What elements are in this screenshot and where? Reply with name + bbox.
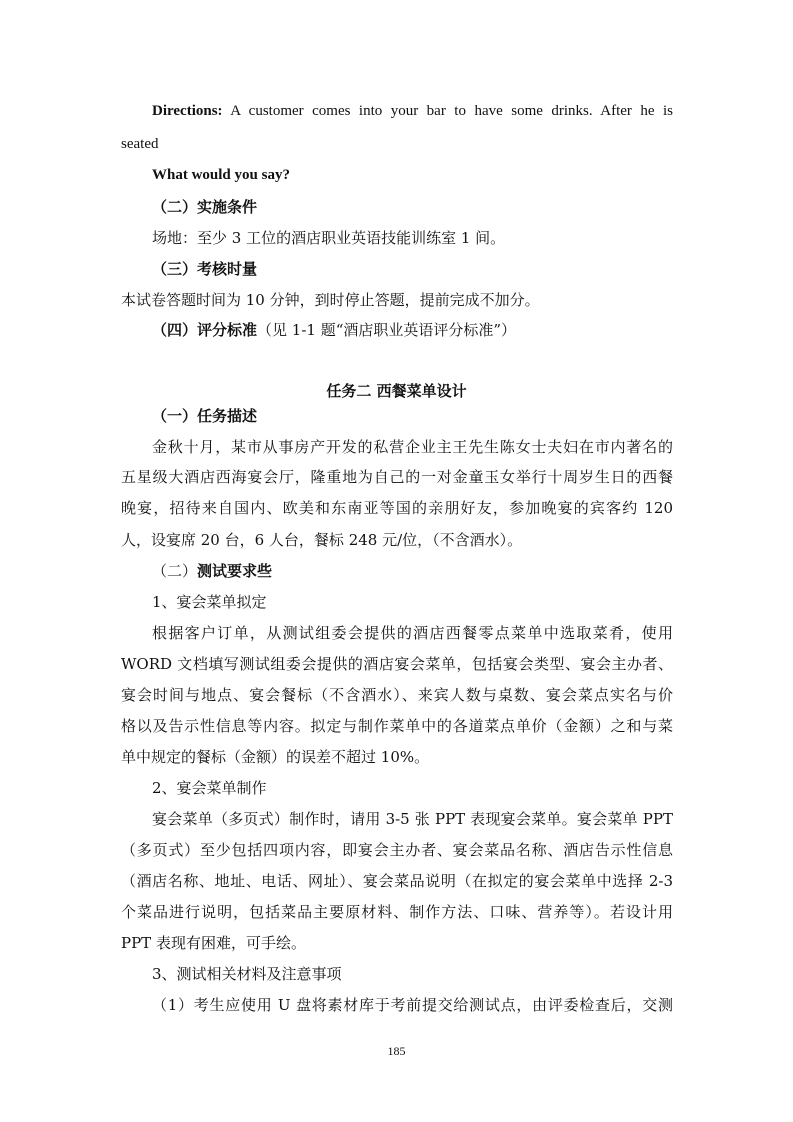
item2-line: 宴会菜单（多页式）制作时，请用 3-5 张 PPT 表现宴会菜单。宴会菜单 PPT xyxy=(152,810,673,828)
item1-line: 宴会时间与地点、宴会餐标（不含酒水）、来宾人数与桌数、宴会菜点实名与价 xyxy=(121,686,673,704)
task-desc-heading: （一）任务描述 xyxy=(152,407,258,425)
time-text: 本试卷答题时间为 10 分钟，到时停止答题，提前完成不加分。 xyxy=(121,291,540,309)
scoring-note: （见 1-1 题“酒店职业英语评分标准”） xyxy=(257,321,517,339)
section-heading-conditions: （二）实施条件 xyxy=(152,198,258,216)
scoring-heading: （四）评分标准 xyxy=(152,321,258,339)
item1-line: 根据客户订单，从测试组委会提供的酒店西餐零点菜单中选取菜肴，使用 xyxy=(152,624,673,642)
section-heading-time: （三）考核时量 xyxy=(152,260,258,278)
task-title: 任务二 西餐菜单设计 xyxy=(326,382,467,400)
test-req-prefix: （二） xyxy=(152,562,198,580)
task-desc-line: 金秋十月，某市从事房产开发的私营企业主王先生陈女士夫妇在市内著名的 xyxy=(152,438,673,456)
test-req-heading-line xyxy=(152,564,272,579)
item3-title: 3、测试相关材料及注意事项 xyxy=(152,965,342,983)
task-desc-line: 晚宴，招待来自国内、欧美和东南亚等国的亲朋好友，参加晚宴的宾客约 120 xyxy=(121,499,673,517)
section-heading-scoring xyxy=(152,323,516,338)
item2-line: 个菜品进行说明，包括菜品主要原材料、制作方法、口味、营养等）。若设计用 xyxy=(121,903,673,921)
item2-line: （多页式）至少包括四项内容，即宴会主办者、宴会菜品名称、酒店告示性信息 xyxy=(121,841,673,859)
test-req-heading: 测试要求些 xyxy=(197,562,273,580)
task-desc-line: 五星级大酒店西海宴会厅，隆重地为自己的一对金童玉女举行十周岁生日的西餐 xyxy=(121,468,673,486)
directions-text: A customer comes into your bar to have some drinks. After he is xyxy=(230,103,673,119)
directions-line-2: seated xyxy=(121,136,159,152)
directions-label: Directions: xyxy=(152,103,223,119)
page-number: 185 xyxy=(387,1044,406,1058)
directions-question: What would you say? xyxy=(152,167,290,183)
item1-line: 单中规定的餐标（金额）的误差不超过 10%。 xyxy=(121,748,430,766)
item1-title: 1、宴会菜单拟定 xyxy=(152,593,267,611)
item1-line: 格以及告示性信息等内容。拟定与制作菜单中的各道菜点单价（金额）之和与菜 xyxy=(121,717,673,735)
task-desc-line: 人，设宴席 20 台，6 人台，餐标 248 元/位，（不含酒水）。 xyxy=(121,531,523,549)
conditions-text: 场地：至少 3 工位的酒店职业英语技能训练室 1 间。 xyxy=(152,229,506,247)
item2-title: 2、宴会菜单制作 xyxy=(152,779,267,797)
directions-line-1 xyxy=(152,104,673,119)
item2-line: PPT 表现有困难，可手绘。 xyxy=(121,934,306,952)
item3-line: （1）考生应使用 U 盘将素材库于考前提交给测试点，由评委检查后，交测 xyxy=(152,996,673,1014)
item2-line: （酒店名称、地址、电话、网址）、宴会菜品说明（在拟定的宴会菜单中选择 2-3 xyxy=(121,872,673,890)
item1-line: WORD 文档填写测试组委会提供的酒店宴会菜单，包括宴会类型、宴会主办者、 xyxy=(121,655,673,673)
